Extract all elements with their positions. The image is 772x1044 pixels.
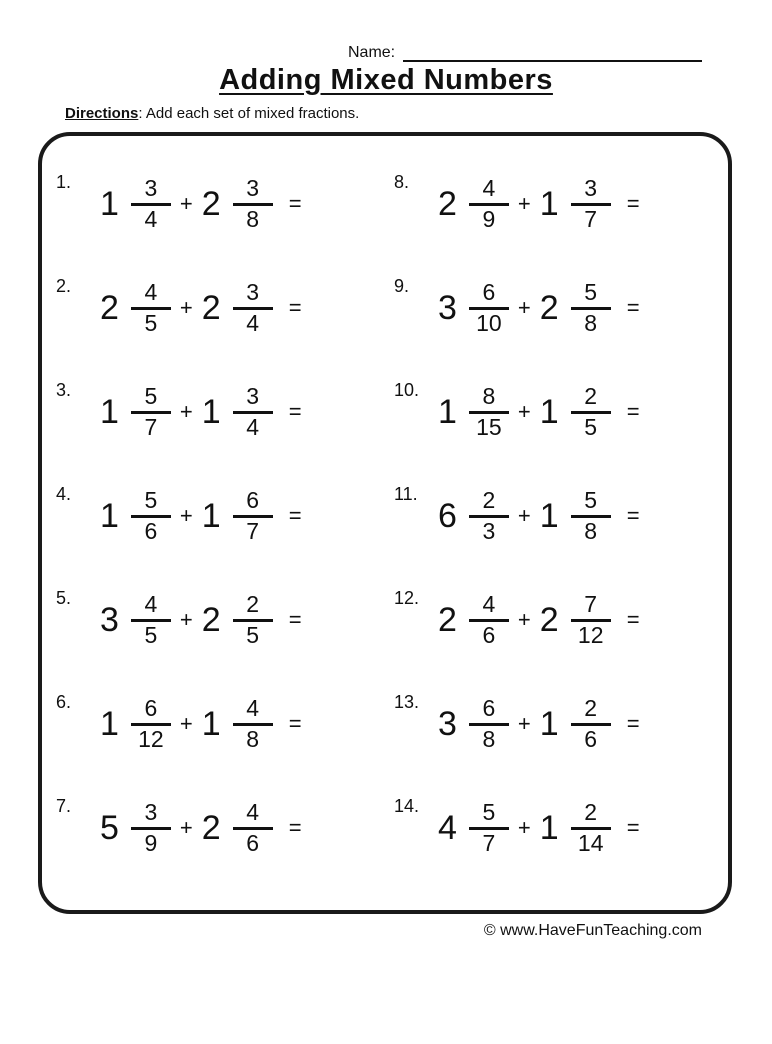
fraction-numerator: 3 xyxy=(584,175,598,202)
problem-row xyxy=(390,256,728,360)
problem-number: 1. xyxy=(56,172,72,192)
problem-number: 10. xyxy=(394,380,420,400)
fraction-numerator: 7 xyxy=(584,591,598,618)
fraction-numerator: 5 xyxy=(144,487,158,514)
problem-expression xyxy=(100,280,302,336)
plus-sign: + xyxy=(517,503,531,528)
plus-sign: + xyxy=(517,191,531,216)
problem-expression xyxy=(100,696,302,752)
problems-column-left xyxy=(52,152,390,910)
problems-column-right xyxy=(390,152,728,910)
fraction-denominator: 3 xyxy=(482,517,496,544)
directions-label: Directions xyxy=(65,105,139,122)
footer xyxy=(0,922,702,940)
problem-number: 8. xyxy=(394,172,410,192)
equals-sign: = xyxy=(288,711,302,736)
mixed-number-whole-1: 1 xyxy=(100,705,119,743)
problem-expression xyxy=(438,488,640,544)
fraction-denominator: 6 xyxy=(584,725,598,752)
fraction-1 xyxy=(469,800,509,856)
mixed-number-whole-1: 5 xyxy=(100,809,119,847)
plus-sign: + xyxy=(517,295,531,320)
fraction-numerator: 2 xyxy=(584,695,598,722)
problem-number: 7. xyxy=(56,796,72,816)
fraction-1 xyxy=(131,696,171,752)
fraction-1 xyxy=(469,696,509,752)
equals-sign: = xyxy=(288,607,302,632)
mixed-number-whole-2: 2 xyxy=(201,601,221,639)
equals-sign: = xyxy=(288,191,302,216)
fraction-2 xyxy=(571,384,611,440)
fraction-1 xyxy=(131,384,171,440)
plus-sign: + xyxy=(179,191,193,216)
fraction-denominator: 8 xyxy=(584,517,598,544)
fraction-denominator: 8 xyxy=(246,205,260,232)
fraction-numerator: 2 xyxy=(584,799,598,826)
fraction-2 xyxy=(571,800,611,856)
fraction-numerator: 2 xyxy=(584,383,598,410)
fraction-1 xyxy=(469,280,509,336)
fraction-numerator: 2 xyxy=(246,591,260,618)
fraction-denominator: 7 xyxy=(584,205,598,232)
fraction-numerator: 4 xyxy=(482,175,496,202)
problem-number: 9. xyxy=(394,276,410,296)
fraction-numerator: 6 xyxy=(482,695,496,722)
mixed-number-whole-2: 1 xyxy=(539,393,559,431)
mixed-number-whole-1: 1 xyxy=(100,497,119,535)
problem-number: 14. xyxy=(394,796,420,816)
problem-expression xyxy=(438,176,640,232)
mixed-number-whole-2: 2 xyxy=(539,289,559,327)
fraction-denominator: 4 xyxy=(144,205,158,232)
problem-expression xyxy=(100,488,302,544)
problem-row xyxy=(52,360,390,464)
mixed-number-whole-2: 1 xyxy=(539,185,559,223)
equals-sign: = xyxy=(288,503,302,528)
fraction-1 xyxy=(131,488,171,544)
equals-sign: = xyxy=(626,815,640,840)
fraction-2 xyxy=(571,696,611,752)
fraction-denominator: 4 xyxy=(246,413,260,440)
worksheet-page xyxy=(0,44,772,1044)
plus-sign: + xyxy=(517,815,531,840)
problem-number: 13. xyxy=(394,692,420,712)
fraction-2 xyxy=(233,384,273,440)
mixed-number-whole-2: 1 xyxy=(201,705,221,743)
directions-text: : Add each set of mixed fractions. xyxy=(138,105,360,122)
fraction-numerator: 4 xyxy=(144,591,158,618)
problem-expression xyxy=(100,176,302,232)
fraction-denominator: 12 xyxy=(138,725,164,752)
fraction-numerator: 5 xyxy=(584,279,598,306)
problem-expression xyxy=(438,800,640,856)
fraction-1 xyxy=(469,592,509,648)
mixed-number-whole-2: 1 xyxy=(539,809,559,847)
problem-row xyxy=(52,672,390,776)
problem-row xyxy=(52,568,390,672)
fraction-2 xyxy=(571,176,611,232)
problem-expression xyxy=(438,592,640,648)
fraction-denominator: 14 xyxy=(577,829,604,856)
mixed-number-whole-2: 1 xyxy=(201,393,221,431)
mixed-number-whole-1: 3 xyxy=(438,289,457,327)
fraction-denominator: 15 xyxy=(476,413,502,440)
footer-copyright: © www.HaveFunTeaching.com xyxy=(483,922,702,939)
plus-sign: + xyxy=(179,607,193,632)
fraction-2 xyxy=(571,488,611,544)
fraction-numerator: 3 xyxy=(144,175,158,202)
fraction-denominator: 6 xyxy=(144,517,158,544)
mixed-number-whole-2: 1 xyxy=(539,497,559,535)
problem-expression xyxy=(100,592,302,648)
fraction-denominator: 5 xyxy=(246,621,260,648)
mixed-number-whole-2: 2 xyxy=(201,809,221,847)
fraction-numerator: 3 xyxy=(246,383,260,410)
mixed-number-whole-1: 1 xyxy=(100,185,119,223)
mixed-number-whole-1: 2 xyxy=(100,289,119,327)
mixed-number-whole-1: 2 xyxy=(438,185,457,223)
page-title: Adding Mixed Numbers xyxy=(219,64,553,96)
mixed-number-whole-2: 1 xyxy=(539,705,559,743)
plus-sign: + xyxy=(517,399,531,424)
fraction-numerator: 2 xyxy=(482,487,496,514)
fraction-denominator: 9 xyxy=(482,205,496,232)
fraction-numerator: 4 xyxy=(144,279,158,306)
mixed-number-whole-2: 2 xyxy=(539,601,559,639)
fraction-numerator: 4 xyxy=(246,799,260,826)
mixed-number-whole-2: 2 xyxy=(201,185,221,223)
fraction-2 xyxy=(233,488,273,544)
mixed-number-whole-1: 1 xyxy=(438,393,457,431)
problem-row xyxy=(52,152,390,256)
problem-row xyxy=(390,776,728,880)
fraction-2 xyxy=(571,280,611,336)
fraction-denominator: 5 xyxy=(584,413,598,440)
problem-row xyxy=(390,464,728,568)
mixed-number-whole-1: 2 xyxy=(438,601,457,639)
fraction-denominator: 8 xyxy=(584,309,598,336)
mixed-number-whole-1: 4 xyxy=(438,809,457,847)
fraction-1 xyxy=(131,800,171,856)
problem-row xyxy=(52,464,390,568)
fraction-numerator: 4 xyxy=(246,695,260,722)
fraction-numerator: 8 xyxy=(482,383,496,410)
equals-sign: = xyxy=(626,191,640,216)
problem-number: 3. xyxy=(56,380,72,400)
name-row xyxy=(348,44,702,62)
plus-sign: + xyxy=(179,503,193,528)
fraction-numerator: 3 xyxy=(246,175,260,202)
fraction-2 xyxy=(233,592,273,648)
fraction-denominator: 6 xyxy=(482,621,496,648)
problems-box xyxy=(38,132,732,914)
plus-sign: + xyxy=(179,399,193,424)
equals-sign: = xyxy=(626,711,640,736)
mixed-number-whole-2: 1 xyxy=(201,497,221,535)
equals-sign: = xyxy=(288,295,302,320)
fraction-2 xyxy=(233,696,273,752)
fraction-denominator: 7 xyxy=(144,413,158,440)
plus-sign: + xyxy=(179,295,193,320)
fraction-denominator: 10 xyxy=(476,309,502,336)
fraction-denominator: 8 xyxy=(246,725,260,752)
fraction-numerator: 4 xyxy=(482,591,496,618)
problem-row xyxy=(390,360,728,464)
mixed-number-whole-1: 1 xyxy=(100,393,119,431)
problem-row xyxy=(390,672,728,776)
problem-expression xyxy=(438,280,640,336)
fraction-denominator: 7 xyxy=(246,517,260,544)
fraction-2 xyxy=(233,176,273,232)
mixed-number-whole-2: 2 xyxy=(201,289,221,327)
problem-number: 4. xyxy=(56,484,72,504)
problem-number: 2. xyxy=(56,276,72,296)
equals-sign: = xyxy=(626,503,640,528)
problem-number: 11. xyxy=(394,484,418,504)
equals-sign: = xyxy=(288,815,302,840)
fraction-1 xyxy=(469,176,509,232)
mixed-number-whole-1: 3 xyxy=(100,601,119,639)
problem-row xyxy=(390,568,728,672)
mixed-number-whole-1: 3 xyxy=(438,705,457,743)
plus-sign: + xyxy=(179,815,193,840)
plus-sign: + xyxy=(517,711,531,736)
fraction-denominator: 7 xyxy=(482,829,496,856)
plus-sign: + xyxy=(517,607,531,632)
fraction-denominator: 6 xyxy=(246,829,260,856)
fraction-2 xyxy=(233,280,273,336)
problem-number: 12. xyxy=(394,588,420,608)
equals-sign: = xyxy=(626,295,640,320)
problem-row xyxy=(52,776,390,880)
problem-row xyxy=(390,152,728,256)
fraction-1 xyxy=(131,592,171,648)
problem-expression xyxy=(100,800,302,856)
fraction-numerator: 6 xyxy=(144,695,158,722)
fraction-2 xyxy=(233,800,273,856)
fraction-denominator: 12 xyxy=(577,621,604,648)
fraction-1 xyxy=(469,488,509,544)
name-label: Name: xyxy=(348,44,396,61)
fraction-numerator: 3 xyxy=(144,799,158,826)
fraction-1 xyxy=(469,384,509,440)
mixed-number-whole-1: 6 xyxy=(438,497,457,535)
fraction-denominator: 5 xyxy=(144,621,158,648)
plus-sign: + xyxy=(179,711,193,736)
fraction-denominator: 8 xyxy=(482,725,496,752)
problem-number: 5. xyxy=(56,588,72,608)
problem-number: 6. xyxy=(56,692,72,712)
fraction-numerator: 6 xyxy=(246,487,260,514)
equals-sign: = xyxy=(626,607,640,632)
problem-row xyxy=(52,256,390,360)
fraction-2 xyxy=(571,592,611,648)
fraction-denominator: 9 xyxy=(144,829,158,856)
equals-sign: = xyxy=(626,399,640,424)
fraction-1 xyxy=(131,176,171,232)
fraction-numerator: 6 xyxy=(482,279,496,306)
name-fill-in-line xyxy=(403,46,702,62)
equals-sign: = xyxy=(288,399,302,424)
fraction-denominator: 5 xyxy=(144,309,158,336)
fraction-numerator: 3 xyxy=(246,279,260,306)
problem-expression xyxy=(438,696,640,752)
fraction-numerator: 5 xyxy=(482,799,496,826)
problem-expression xyxy=(438,384,640,440)
directions xyxy=(65,105,772,122)
fraction-numerator: 5 xyxy=(584,487,598,514)
fraction-numerator: 5 xyxy=(144,383,158,410)
fraction-1 xyxy=(131,280,171,336)
problem-expression xyxy=(100,384,302,440)
fraction-denominator: 4 xyxy=(246,309,260,336)
